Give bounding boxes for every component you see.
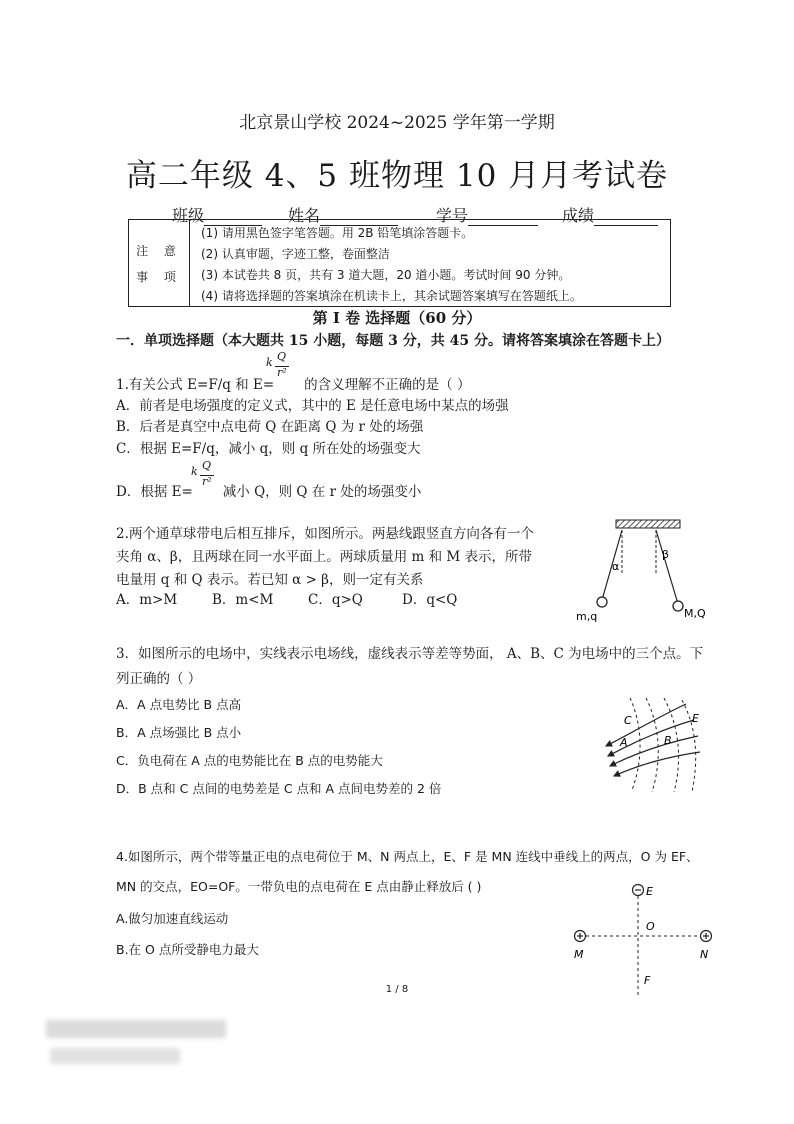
q4-stem-line2: MN 的交点，EO=OF。一带负电的点电荷在 E 点由静止释放后 ( ) bbox=[116, 879, 482, 894]
ball-M bbox=[673, 601, 683, 611]
q4-option-a: A.做匀加速直线运动 bbox=[116, 911, 229, 926]
point-e-label: E bbox=[646, 885, 653, 898]
right-ball-label: M,Q bbox=[684, 607, 706, 620]
notice-item: (2) 认真审题，字迹工整，卷面整洁 bbox=[201, 247, 390, 261]
class-label: 班级 bbox=[172, 206, 205, 225]
name-label: 姓名 bbox=[288, 206, 321, 225]
equipotential-line bbox=[646, 698, 658, 792]
notice-item: (4) 请将选择题的答案填涂在机读卡上，其余试题答案填写在答题纸上。 bbox=[201, 289, 582, 303]
q3-option-a: A．A 点电势比 B 点高 bbox=[116, 697, 242, 712]
q2-pendulum-figure bbox=[566, 516, 726, 626]
notice-item: (3) 本试卷共 8 页，共有 3 道大题，20 道小题。考试时间 90 分钟。 bbox=[201, 268, 571, 282]
q1d-frac-k: k bbox=[191, 465, 198, 478]
beta-label: β bbox=[662, 548, 670, 561]
ball-m bbox=[597, 597, 607, 607]
notice-box bbox=[128, 219, 671, 307]
exam-title: 高二年级 4、5 班物理 10 月月考试卷 bbox=[125, 158, 669, 194]
point-m-label: M bbox=[574, 948, 584, 961]
q2-line: 夹角 α、β，且两球在同一水平面上。两球质量用 m 和 M 表示，所带 bbox=[116, 549, 533, 565]
q1d-frac-den: r² bbox=[202, 475, 212, 488]
field-line bbox=[606, 704, 686, 746]
q1-option-b: B．后者是真空中点电荷 Q 在距离 Q 为 r 处的场强 bbox=[116, 419, 424, 435]
point-o-label: O bbox=[646, 920, 655, 933]
faded-watermark bbox=[40, 1012, 240, 1082]
q1-stem: 1.有关公式 E=F/q 和 E= 的含义理解不正确的是（ ） bbox=[116, 377, 471, 393]
q2-option-c: C．q>Q bbox=[308, 592, 363, 608]
left-ball-label: m,q bbox=[576, 610, 598, 623]
q1-option-a: A．前者是电场强度的定义式，其中的 E 是任意电场中某点的场强 bbox=[116, 398, 509, 414]
q2-line: 电量用 q 和 Q 表示。若已知 α > β，则一定有关系 bbox=[116, 572, 424, 588]
ceiling-support bbox=[616, 520, 680, 528]
point-c-label: C bbox=[624, 714, 632, 727]
q1-frac-k: k bbox=[266, 356, 273, 369]
q3-option-d: D．B 点和 C 点间的电势差是 C 点和 A 点间电势差的 2 倍 bbox=[116, 781, 442, 796]
q4-option-b: B.在 O 点所受静电力最大 bbox=[116, 942, 259, 957]
notice-label: 注 意 事 项 bbox=[129, 220, 190, 306]
field-line bbox=[614, 752, 700, 776]
score-label: 成绩 bbox=[562, 206, 595, 225]
part-header: 一．单项选择题（本大题共 15 小题，每题 3 分，共 45 分。请将答案填涂在答题卡上） bbox=[116, 333, 670, 349]
q3-stem-line1: 3．如图所示的电场中，实线表示电场线，虚线表示等差等势面， A、B、C 为电场中的三个点。下 bbox=[116, 646, 704, 662]
right-thread bbox=[656, 530, 678, 604]
q1-frac-num: Q bbox=[277, 350, 287, 363]
notice-item: (1) 请用黑色签字笔答题。用 2B 铅笔填涂答题卡。 bbox=[201, 226, 474, 240]
q2-option-d: D．q<Q bbox=[402, 592, 458, 608]
q3-option-b: B．A 点场强比 B 点小 bbox=[116, 725, 242, 740]
point-b-label: B bbox=[664, 734, 672, 747]
point-f-label: F bbox=[644, 974, 651, 987]
field-e-label: E bbox=[692, 712, 699, 725]
q4-stem-line1: 4.如图所示，两个带等量正电的点电荷位于 M、N 两点上，E、F 是 MN 连线中垂线上的两点，O 为 EF、 bbox=[116, 849, 699, 864]
alpha-label: α bbox=[612, 560, 620, 573]
student-id-label: 学号 bbox=[436, 206, 469, 225]
point-a-label: A bbox=[620, 736, 628, 749]
q1d-frac-num: Q bbox=[202, 459, 212, 472]
page-number: 1 / 8 bbox=[385, 984, 409, 995]
q1-frac-den: r² bbox=[277, 366, 287, 379]
school-term-line: 北京景山学校 2024~2025 学年第一学期 bbox=[239, 113, 555, 133]
q3-option-c: C．负电荷在 A 点的电势能比在 B 点的电势能大 bbox=[116, 753, 383, 768]
point-n-label: N bbox=[700, 948, 709, 961]
q3-stem-line2: 列正确的（ ） bbox=[116, 671, 202, 687]
q3-field-figure bbox=[590, 694, 720, 794]
q2-line: 2.两个通草球带电后相互排斥，如图所示。两悬线跟竖直方向各有一个 bbox=[116, 526, 534, 542]
q2-option-b: B．m<M bbox=[212, 592, 274, 608]
q2-option-a: A．m>M bbox=[116, 592, 178, 608]
q1-option-d: D．根据 E= 减小 Q，则 Q 在 r 处的场强变小 bbox=[116, 484, 422, 500]
q1-option-c: C．根据 E=F/q，减小 q，则 q 所在处的场强变大 bbox=[116, 441, 421, 457]
section-title: 第 I 卷 选择题（60 分） bbox=[312, 309, 482, 327]
